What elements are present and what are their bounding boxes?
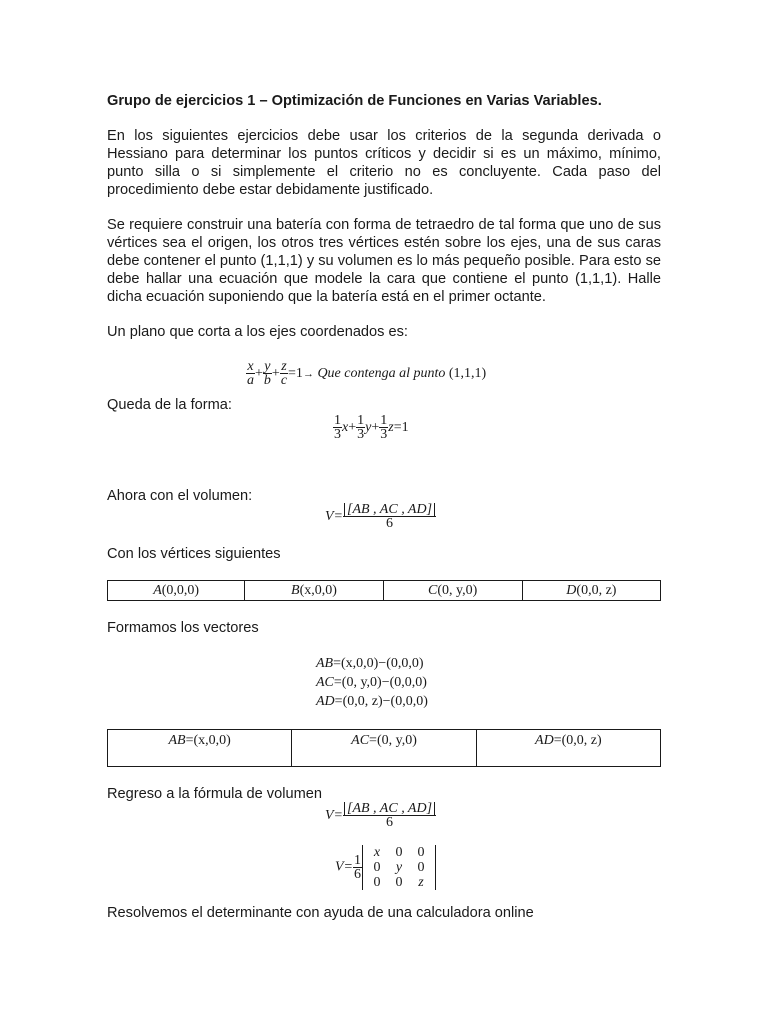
arrow-icon: → (302, 368, 314, 381)
volume-equation-repeat: V= $\frac{[AB , AC , AD]}{6}$ (325, 802, 436, 830)
vertex-d-cell: D(0,0, z) (522, 581, 660, 601)
vector-equation-ab: AB=(x,0,0)−(0,0,0) (316, 656, 424, 671)
vector-ad-cell: AD=(0,0, z) (476, 730, 660, 767)
return-label: Regreso a la fórmula de volumen (107, 786, 322, 802)
determinant-matrix: x 0 0 0 y 0 0 0 z (362, 845, 436, 890)
vector-equation-ad: AD=(0,0, z)−(0,0,0) (316, 694, 428, 709)
vector-ab-cell: AB=(x,0,0) (108, 730, 292, 767)
document-title: Grupo de ejercicios 1 – Optimización de Funciones en Varias Variables. (107, 93, 602, 109)
plane-intro-text: Un plano que corta a los ejes coordenados es: (107, 324, 408, 340)
form-label: Queda de la forma: (107, 397, 232, 413)
determinant-equation: V= $\frac{1}{6}$ x 0 0 0 y 0 0 0 z (335, 845, 436, 890)
vectors-label: Formamos los vectores (107, 620, 259, 636)
vector-equation-ac: AC=(0, y,0)−(0,0,0) (316, 675, 427, 690)
vectors-table (107, 729, 661, 767)
fraction-y-b: $\frac{y}{b}$ (263, 359, 271, 388)
volume-label: Ahora con el volumen: (107, 488, 253, 504)
fraction-z-c: $\frac{z}{c}$ (280, 359, 288, 388)
vertex-b-cell: B(x,0,0) (245, 581, 383, 601)
volume-equation: V= $\frac{[AB , AC , AD]}{6}$ (325, 503, 436, 531)
vertex-c-cell: C(0, y,0) (383, 581, 522, 601)
vertex-a-cell: A(0,0,0) (108, 581, 245, 601)
plane-equation: $\frac{x}{a}$ + $\frac{y}{b}$ + $\frac{z}{c}$ =1→ Que contenga al punto (1,1,1) (247, 359, 487, 388)
vertices-label: Con los vértices siguientes (107, 546, 281, 562)
intro-paragraph: En los siguientes ejercicios debe usar los criterios de la segunda derivada o Hessiano para determinar los puntos críticos y decidir si es un máximo, mínimo, punto silla o si simplemente el criterio no es concluyente. Cada paso del procedimiento debe estar debidamente justificado. (107, 128, 661, 198)
final-line: Resolvemos el determinante con ayuda de una calculadora online (107, 905, 534, 921)
vector-ac-cell: AC=(0, y,0) (292, 730, 476, 767)
problem-paragraph: Se requiere construir una batería con forma de tetraedro de tal forma que uno de sus vértices sea el origen, los otros tres vértices estén sobre los ejes, una de sus caras debe contener el punto (1,1,1) y su volumen es lo más pequeño posible. Para esto se debe hallar una ecuación que modele la cara que contiene el punto (1,1,1). Halle dicha ecuación suponiendo que la batería está en el primer octante. (107, 217, 661, 305)
form-equation: $\frac{1}{3}$ x+ $\frac{1}{3}$ y+ $\frac{1}{3}$ z=1 (334, 413, 409, 442)
fraction-x-a: $\frac{x}{a}$ (247, 359, 254, 388)
vertices-table (107, 580, 661, 601)
vector-equations (316, 654, 428, 711)
